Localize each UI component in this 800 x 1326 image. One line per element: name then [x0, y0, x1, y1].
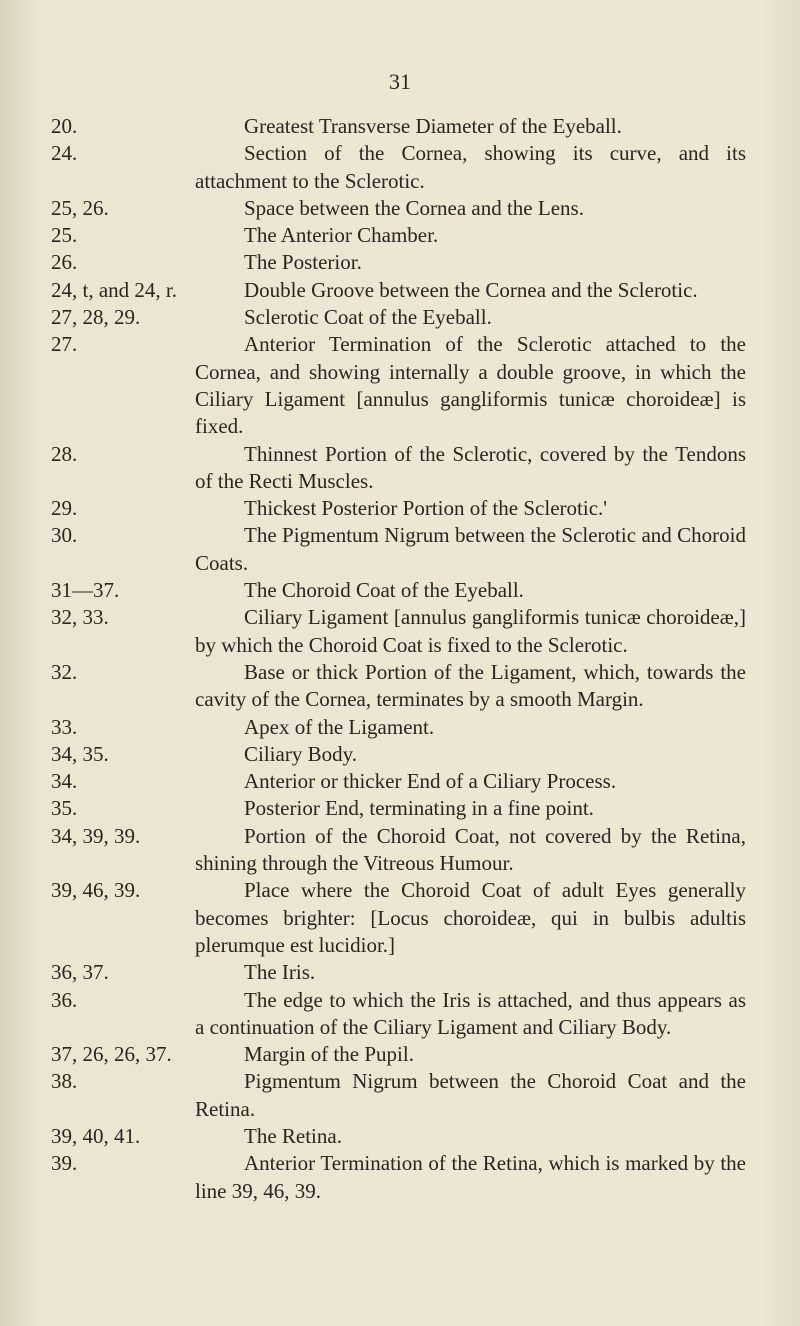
legend-entry [0, 823, 800, 878]
entry-number: 26. [51, 250, 78, 275]
entry-text: Posterior End, terminating in a fine point. [244, 796, 594, 821]
legend-entry [0, 768, 800, 795]
entry-text: Pigmentum Nigrum between the Choroid Coat and the Retina. [195, 1069, 746, 1121]
legend-entry [0, 222, 800, 249]
legend-entry [0, 522, 800, 577]
legend-entry [0, 277, 800, 304]
legend-entry [0, 659, 800, 714]
legend-entry [0, 140, 800, 195]
entry-text: Base or thick Portion of the Ligament, which, towards the cavity of the Cornea, terminates by a smooth Margin. [195, 659, 746, 712]
entry-number: 36. [51, 987, 78, 1012]
legend-entry [0, 604, 800, 659]
legend-entry [0, 1068, 800, 1123]
entry-number: 31—37. [51, 578, 120, 603]
entry-text: Thinnest Portion of the Sclerotic, covered by the Tendons of the Recti Muscles. [195, 441, 746, 493]
legend-entry [0, 1123, 800, 1150]
legend-entry [0, 795, 800, 822]
legend-entry [0, 495, 800, 522]
entry-number: 25, 26. [51, 195, 109, 220]
entry-text: Anterior or thicker End of a Ciliary Process. [244, 769, 617, 794]
entry-number: 39. [51, 1151, 78, 1176]
entry-number: 33. [51, 714, 78, 739]
entry-text: Space between the Cornea and the Lens. [244, 195, 584, 220]
entry-text: The Retina. [244, 1123, 342, 1148]
entry-number: 27. [51, 332, 78, 357]
legend-entry [0, 741, 800, 768]
entry-number: 34, 39, 39. [51, 823, 141, 848]
entry-text: Ciliary Ligament [annulus gangliformis tunicæ choroideæ,] by which the Choroid Coat is fixed to the Sclerotic. [195, 605, 746, 657]
entry-text: Place where the Choroid Coat of adult Eyes generally becomes brighter: [Locus choroideæ, qui in bulbis adultis plerumque est lucidior.] [195, 878, 746, 957]
legend-entry [0, 304, 800, 331]
entry-number: 32. [51, 659, 78, 684]
entry-text: Ciliary Body. [244, 741, 357, 766]
entry-number: 24, t, and 24, r. [51, 277, 177, 302]
entry-text: Double Groove between the Cornea and the Sclerotic. [244, 277, 698, 302]
entry-number: 30. [51, 523, 78, 548]
legend-entry [0, 877, 800, 959]
entry-number: 32, 33. [51, 605, 109, 630]
entry-text: The Posterior. [244, 250, 362, 275]
entry-number: 20. [51, 114, 78, 138]
entry-text: The Anterior Chamber. [244, 223, 439, 248]
entry-number: 37, 26, 26, 37. [51, 1042, 172, 1067]
legend-entry [0, 113, 800, 140]
entry-text: Apex of the Ligament. [244, 714, 435, 739]
page-number: 31 [389, 69, 411, 94]
entry-text: Anterior Termination of the Retina, which is marked by the line 39, 46, 39. [195, 1151, 746, 1203]
entry-number: 24. [51, 141, 78, 166]
legend-entry [0, 331, 800, 440]
entry-number: 35. [51, 796, 78, 821]
entry-number: 36, 37. [51, 960, 109, 985]
entry-text: Sclerotic Coat of the Eyeball. [244, 305, 492, 330]
legend-entry [0, 249, 800, 276]
entry-text: The Iris. [244, 960, 316, 985]
entry-text: Anterior Termination of the Sclerotic attached to the Cornea, and showing internally a double groove, in which the Ciliary Ligament [annulus gangliformis tunicæ choroideæ] is fixed. [195, 332, 746, 439]
entry-text: Greatest Transverse Diameter of the Eyeball. [244, 114, 622, 138]
entry-text: Thickest Posterior Portion of the Sclerotic.' [244, 496, 608, 521]
entry-text: The edge to which the Iris is attached, and thus appears as a continuation of the Ciliary Ligament and Ciliary Body. [195, 987, 746, 1039]
legend-entries [0, 113, 800, 1205]
entry-number: 39, 40, 41. [51, 1123, 141, 1148]
legend-entry [0, 441, 800, 496]
legend-entry [0, 1041, 800, 1068]
legend-entry [0, 714, 800, 741]
legend-entry [0, 959, 800, 986]
legend-entry [0, 1150, 800, 1205]
entry-text: Margin of the Pupil. [244, 1042, 414, 1067]
entry-number: 27, 28, 29. [51, 305, 141, 330]
entry-number: 34. [51, 769, 78, 794]
entry-text: The Choroid Coat of the Eyeball. [244, 578, 524, 603]
entry-text: The Pigmentum Nigrum between the Sclerotic and Choroid Coats. [195, 523, 746, 575]
entry-number: 25. [51, 223, 78, 248]
entry-number: 28. [51, 441, 78, 466]
legend-entry [0, 577, 800, 604]
legend-entry [0, 987, 800, 1042]
entry-text: Section of the Cornea, showing its curve, and its attachment to the Sclerotic. [195, 141, 746, 193]
entry-number: 38. [51, 1069, 78, 1094]
entry-text: Portion of the Choroid Coat, not covered by the Retina, shining through the Vitreous Humour. [195, 823, 746, 876]
legend-entry [0, 195, 800, 222]
entry-number: 34, 35. [51, 741, 109, 766]
entry-number: 29. [51, 496, 78, 521]
entry-number: 39, 46, 39. [51, 878, 141, 903]
